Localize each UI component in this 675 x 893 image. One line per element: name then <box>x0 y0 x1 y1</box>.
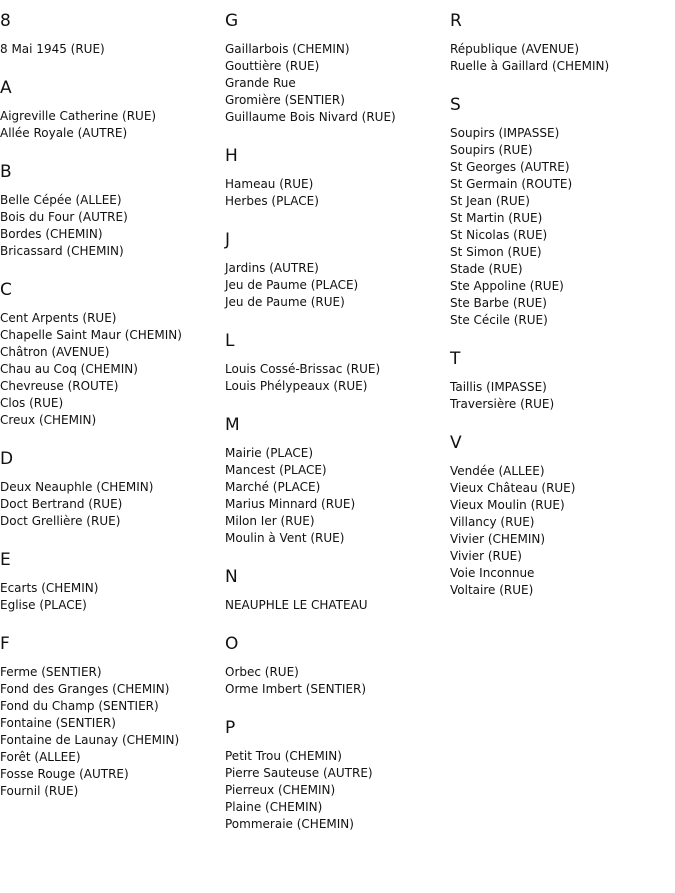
letter-group-g <box>225 10 447 126</box>
street-list <box>450 379 672 413</box>
letter-group-p <box>225 717 447 833</box>
letter-group-e <box>0 549 222 614</box>
street-link[interactable]: Creux (CHEMIN) <box>0 413 97 427</box>
letter-group-o <box>225 633 447 698</box>
street-list <box>225 361 447 395</box>
street-link[interactable]: Châtron (AVENUE) <box>0 345 110 359</box>
street-link[interactable]: Marché (PLACE) <box>225 480 321 494</box>
letter-heading: J <box>225 230 231 250</box>
letter-group-s <box>450 94 672 329</box>
street-list <box>0 310 222 429</box>
street-list <box>0 108 222 142</box>
street-link[interactable]: St Germain (ROUTE) <box>450 177 573 191</box>
street-link[interactable]: Plaine (CHEMIN) <box>225 800 323 814</box>
street-link[interactable]: Aigreville Catherine (RUE) <box>0 109 157 123</box>
street-link[interactable]: Belle Cépée (ALLEE) <box>0 193 122 207</box>
street-link[interactable]: St Simon (RUE) <box>450 245 542 259</box>
street-link[interactable]: Ferme (SENTIER) <box>0 665 102 679</box>
street-link[interactable]: Voltaire (RUE) <box>450 583 534 597</box>
street-link[interactable]: Pierreux (CHEMIN) <box>225 783 336 797</box>
letter-group-m <box>225 414 447 547</box>
street-list <box>0 192 222 260</box>
street-link[interactable]: Chau au Coq (CHEMIN) <box>0 362 138 376</box>
letter-heading: O <box>225 634 239 654</box>
street-list <box>0 580 222 614</box>
street-link[interactable]: Gaillarbois (CHEMIN) <box>225 42 350 56</box>
letter-heading: T <box>450 349 461 369</box>
street-link[interactable]: Bordes (CHEMIN) <box>0 227 103 241</box>
street-link[interactable]: Traversière (RUE) <box>450 397 555 411</box>
street-link[interactable]: Villancy (RUE) <box>450 515 535 529</box>
street-list <box>225 260 447 311</box>
street-link[interactable]: Fournil (RUE) <box>0 784 79 798</box>
street-link[interactable]: Orbec (RUE) <box>225 665 299 679</box>
letter-heading: H <box>225 146 238 166</box>
letter-heading: C <box>0 280 12 300</box>
street-link[interactable]: Louis Phélypeaux (RUE) <box>225 379 368 393</box>
street-link[interactable]: Louis Cossé-Brissac (RUE) <box>225 362 381 376</box>
street-link[interactable]: Hameau (RUE) <box>225 177 314 191</box>
letter-heading: R <box>450 11 462 31</box>
street-link[interactable]: Ecarts (CHEMIN) <box>0 581 99 595</box>
street-link[interactable]: Vivier (CHEMIN) <box>450 532 546 546</box>
street-link[interactable]: St Jean (RUE) <box>450 194 530 208</box>
street-link[interactable]: Clos (RUE) <box>0 396 64 410</box>
street-link[interactable]: Chevreuse (ROUTE) <box>0 379 119 393</box>
letter-heading: S <box>450 95 461 115</box>
street-link[interactable]: Deux Neauphle (CHEMIN) <box>0 480 154 494</box>
street-link[interactable]: Doct Grellière (RUE) <box>0 514 121 528</box>
street-link[interactable]: St Georges (AUTRE) <box>450 160 570 174</box>
letter-heading: M <box>225 415 240 435</box>
letter-group-d <box>0 448 222 530</box>
letter-heading: F <box>0 634 10 654</box>
street-link[interactable]: NEAUPHLE LE CHATEAU <box>225 598 368 612</box>
letter-group-l <box>225 330 447 395</box>
street-link[interactable]: Guillaume Bois Nivard (RUE) <box>225 110 396 124</box>
letter-heading: A <box>0 78 12 98</box>
street-link[interactable]: Soupirs (IMPASSE) <box>450 126 560 140</box>
street-list <box>225 41 447 126</box>
street-link[interactable]: Marius Minnard (RUE) <box>225 497 356 511</box>
letter-heading: V <box>450 433 462 453</box>
street-list <box>225 176 447 210</box>
street-link[interactable]: St Martin (RUE) <box>450 211 543 225</box>
street-link[interactable]: Ste Barbe (RUE) <box>450 296 547 310</box>
street-link[interactable]: Ste Cécile (RUE) <box>450 313 548 327</box>
street-link[interactable]: Jeu de Paume (RUE) <box>225 295 345 309</box>
street-link[interactable]: Soupirs (RUE) <box>450 143 533 157</box>
street-link[interactable]: Bricassard (CHEMIN) <box>0 244 124 258</box>
street-list <box>0 479 222 530</box>
street-link[interactable]: Doct Bertrand (RUE) <box>0 497 123 511</box>
street-link[interactable]: Fontaine (SENTIER) <box>0 716 116 730</box>
letter-group-a <box>0 77 222 142</box>
street-link[interactable]: Fond des Granges (CHEMIN) <box>0 682 170 696</box>
letter-group-f <box>0 633 222 800</box>
street-list <box>225 664 447 698</box>
street-link[interactable]: Forêt (ALLEE) <box>0 750 81 764</box>
letter-heading: G <box>225 11 239 31</box>
street-link[interactable]: Vendée (ALLEE) <box>450 464 545 478</box>
street-link[interactable]: Jardins (AUTRE) <box>225 261 319 275</box>
street-link[interactable]: Herbes (PLACE) <box>225 194 319 208</box>
letter-group-8 <box>0 10 222 58</box>
index-column-1 <box>0 10 222 819</box>
street-link[interactable]: Allée Royale (AUTRE) <box>0 126 128 140</box>
street-link[interactable]: Taillis (IMPASSE) <box>450 380 547 394</box>
street-list <box>225 597 447 614</box>
street-link[interactable]: 8 Mai 1945 (RUE) <box>0 42 105 56</box>
street-link[interactable]: Fontaine de Launay (CHEMIN) <box>0 733 180 747</box>
street-link[interactable]: Bois du Four (AUTRE) <box>0 210 128 224</box>
street-link[interactable]: Pierre Sauteuse (AUTRE) <box>225 766 373 780</box>
street-link[interactable]: Vieux Château (RUE) <box>450 481 576 495</box>
letter-group-v <box>450 432 672 599</box>
letter-group-j <box>225 229 447 311</box>
street-link[interactable]: République (AVENUE) <box>450 42 580 56</box>
street-link[interactable]: Stade (RUE) <box>450 262 523 276</box>
letter-group-t <box>450 348 672 413</box>
street-list <box>0 664 222 800</box>
letter-group-b <box>0 161 222 260</box>
street-link[interactable]: Fond du Champ (SENTIER) <box>0 699 159 713</box>
street-link[interactable]: Pommeraie (CHEMIN) <box>225 817 354 831</box>
street-list <box>450 125 672 329</box>
letter-heading: E <box>0 550 11 570</box>
street-list <box>225 445 447 547</box>
street-link[interactable]: Milon Ier (RUE) <box>225 514 315 528</box>
street-link[interactable]: Ste Appoline (RUE) <box>450 279 564 293</box>
street-link[interactable]: Petit Trou (CHEMIN) <box>225 749 342 763</box>
street-link[interactable]: Chapelle Saint Maur (CHEMIN) <box>0 328 182 342</box>
street-link[interactable]: Cent Arpents (RUE) <box>0 311 117 325</box>
street-link[interactable]: Grande Rue <box>225 76 296 90</box>
letter-group-c <box>0 279 222 429</box>
street-list <box>225 748 447 833</box>
street-link[interactable]: Voie Inconnue <box>450 566 535 580</box>
letter-group-h <box>225 145 447 210</box>
street-link[interactable]: Jeu de Paume (PLACE) <box>225 278 359 292</box>
street-list <box>450 41 672 75</box>
letter-group-n <box>225 566 447 614</box>
letter-heading: B <box>0 162 12 182</box>
street-link[interactable]: St Nicolas (RUE) <box>450 228 548 242</box>
letter-heading: P <box>225 718 236 738</box>
street-link[interactable]: Mairie (PLACE) <box>225 446 314 460</box>
street-link[interactable]: Vivier (RUE) <box>450 549 522 563</box>
street-link[interactable]: Orme Imbert (SENTIER) <box>225 682 367 696</box>
letter-heading: D <box>0 449 14 469</box>
street-link[interactable]: Moulin à Vent (RUE) <box>225 531 345 545</box>
letter-heading: 8 <box>0 11 11 31</box>
street-link[interactable]: Gromière (SENTIER) <box>225 93 345 107</box>
street-link[interactable]: Eglise (PLACE) <box>0 598 87 612</box>
street-link[interactable]: Mancest (PLACE) <box>225 463 327 477</box>
street-link[interactable]: Vieux Moulin (RUE) <box>450 498 565 512</box>
street-link[interactable]: Ruelle à Gaillard (CHEMIN) <box>450 59 610 73</box>
street-list <box>450 463 672 599</box>
letter-heading: N <box>225 567 238 587</box>
letter-group-r <box>450 10 672 75</box>
street-link[interactable]: Fosse Rouge (AUTRE) <box>0 767 129 781</box>
index-column-2 <box>225 10 447 852</box>
index-column-3 <box>450 10 672 618</box>
street-link[interactable]: Gouttière (RUE) <box>225 59 320 73</box>
letter-heading: L <box>225 331 235 351</box>
street-list <box>0 41 222 58</box>
